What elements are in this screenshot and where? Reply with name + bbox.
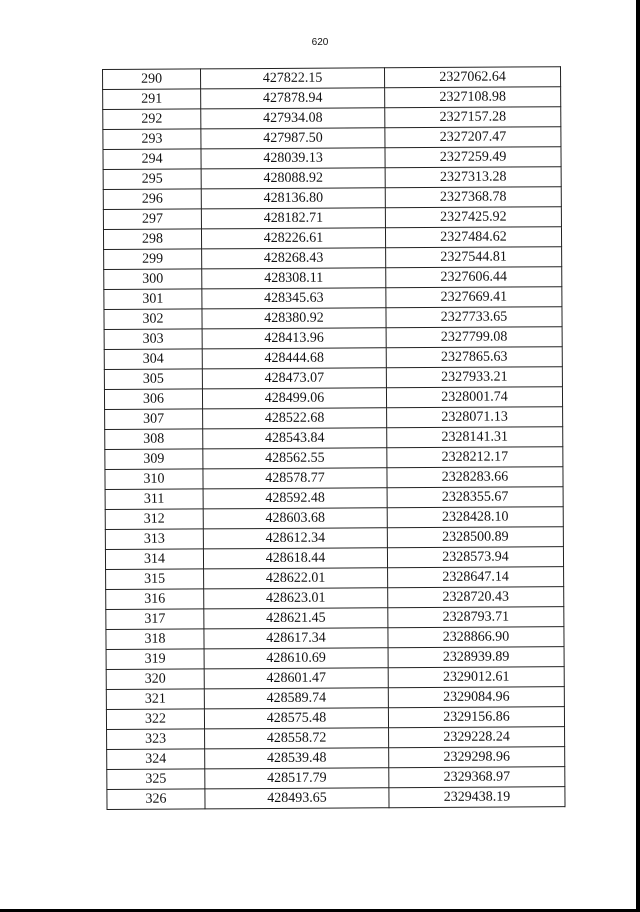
- table-row: [103, 67, 561, 90]
- x-coordinate-cell: 428610.69: [204, 648, 388, 669]
- table-row: [104, 327, 562, 350]
- point-number-cell: 292: [103, 109, 201, 130]
- y-coordinate-cell: 2328793.71: [388, 607, 564, 628]
- table-row: [105, 427, 563, 450]
- table-row: [107, 727, 565, 750]
- x-coordinate-cell: 428473.07: [202, 368, 386, 389]
- y-coordinate-cell: 2328500.89: [387, 527, 563, 548]
- x-coordinate-cell: 428558.72: [205, 728, 389, 749]
- x-coordinate-cell: 428603.68: [203, 508, 387, 529]
- x-coordinate-cell: 428601.47: [204, 668, 388, 689]
- point-number-cell: 311: [105, 489, 203, 510]
- y-coordinate-cell: 2328866.90: [388, 627, 564, 648]
- x-coordinate-cell: 428499.06: [202, 388, 386, 409]
- table-row: [106, 587, 564, 610]
- x-coordinate-cell: 428517.79: [205, 768, 389, 789]
- table-row: [107, 787, 565, 810]
- point-number-cell: 295: [103, 169, 201, 190]
- y-coordinate-cell: 2327157.28: [385, 107, 561, 128]
- table-row: [105, 547, 563, 570]
- table-row: [107, 767, 565, 790]
- point-number-cell: 299: [104, 249, 202, 270]
- point-number-cell: 317: [106, 609, 204, 630]
- x-coordinate-cell: 428592.48: [203, 488, 387, 509]
- x-coordinate-cell: 428345.63: [202, 288, 386, 309]
- y-coordinate-cell: 2328428.10: [387, 507, 563, 528]
- table-row: [103, 127, 561, 150]
- table-row: [106, 707, 564, 730]
- point-number-cell: 320: [106, 669, 204, 690]
- y-coordinate-cell: 2327368.78: [385, 187, 561, 208]
- point-number-cell: 318: [106, 629, 204, 650]
- x-coordinate-cell: 428623.01: [204, 588, 388, 609]
- y-coordinate-cell: 2327425.92: [385, 207, 561, 228]
- table-row: [105, 407, 563, 430]
- scan-edge-right: [636, 0, 640, 912]
- x-coordinate-cell: 428539.48: [205, 748, 389, 769]
- x-coordinate-cell: 428618.44: [203, 548, 387, 569]
- table-row: [104, 287, 562, 310]
- point-number-cell: 309: [105, 449, 203, 470]
- y-coordinate-cell: 2327799.08: [386, 327, 562, 348]
- y-coordinate-cell: 2328001.74: [386, 387, 562, 408]
- y-coordinate-cell: 2327544.81: [386, 247, 562, 268]
- table-row: [103, 87, 561, 110]
- table-row: [105, 527, 563, 550]
- point-number-cell: 293: [103, 129, 201, 150]
- y-coordinate-cell: 2328647.14: [388, 567, 564, 588]
- x-coordinate-cell: 427822.15: [201, 68, 385, 89]
- y-coordinate-cell: 2329228.24: [389, 727, 565, 748]
- table-row: [106, 627, 564, 650]
- point-number-cell: 319: [106, 649, 204, 670]
- table-row: [105, 507, 563, 530]
- x-coordinate-cell: 428308.11: [202, 268, 386, 289]
- point-number-cell: 301: [104, 289, 202, 310]
- point-number-cell: 303: [104, 329, 202, 350]
- x-coordinate-cell: 428413.96: [202, 328, 386, 349]
- x-coordinate-cell: 428617.34: [204, 628, 388, 649]
- point-number-cell: 290: [103, 69, 201, 90]
- y-coordinate-cell: 2329298.96: [389, 747, 565, 768]
- table-row: [103, 147, 561, 170]
- y-coordinate-cell: 2329084.96: [388, 687, 564, 708]
- coordinate-table: [102, 66, 566, 810]
- table-row: [107, 747, 565, 770]
- y-coordinate-cell: 2327207.47: [385, 127, 561, 148]
- y-coordinate-cell: 2327606.44: [386, 267, 562, 288]
- y-coordinate-cell: 2327865.63: [386, 347, 562, 368]
- point-number-cell: 307: [105, 409, 203, 430]
- page-number: 620: [311, 37, 329, 48]
- x-coordinate-cell: 428136.80: [201, 188, 385, 209]
- y-coordinate-cell: 2327259.49: [385, 147, 561, 168]
- table-row: [103, 107, 561, 130]
- point-number-cell: 308: [105, 429, 203, 450]
- point-number-cell: 312: [105, 509, 203, 530]
- x-coordinate-cell: 428493.65: [205, 788, 389, 809]
- x-coordinate-cell: 427934.08: [201, 108, 385, 129]
- point-number-cell: 294: [103, 149, 201, 170]
- table-row: [105, 467, 563, 490]
- table-row: [106, 607, 564, 630]
- table-row: [104, 387, 562, 410]
- table-row: [103, 207, 561, 230]
- table-row: [103, 227, 561, 250]
- x-coordinate-cell: 427987.50: [201, 128, 385, 149]
- x-coordinate-cell: 428522.68: [203, 408, 387, 429]
- coordinate-table-container: [102, 66, 565, 810]
- x-coordinate-cell: 428575.48: [204, 708, 388, 729]
- x-coordinate-cell: 428612.34: [203, 528, 387, 549]
- point-number-cell: 297: [103, 209, 201, 230]
- point-number-cell: 298: [103, 229, 201, 250]
- point-number-cell: 316: [106, 589, 204, 610]
- x-coordinate-cell: 428589.74: [204, 688, 388, 709]
- table-row: [103, 187, 561, 210]
- point-number-cell: 305: [104, 369, 202, 390]
- x-coordinate-cell: 428543.84: [203, 428, 387, 449]
- table-row: [103, 167, 561, 190]
- point-number-cell: 306: [104, 389, 202, 410]
- table-row: [106, 647, 564, 670]
- table-row: [106, 687, 564, 710]
- point-number-cell: 323: [107, 729, 205, 750]
- y-coordinate-cell: 2327062.64: [384, 67, 560, 88]
- x-coordinate-cell: 428578.77: [203, 468, 387, 489]
- coordinate-table-body: [103, 67, 566, 810]
- point-number-cell: 310: [105, 469, 203, 490]
- x-coordinate-cell: 428622.01: [204, 568, 388, 589]
- table-row: [104, 367, 562, 390]
- y-coordinate-cell: 2328212.17: [387, 447, 563, 468]
- y-coordinate-cell: 2328141.31: [387, 427, 563, 448]
- x-coordinate-cell: 428268.43: [202, 248, 386, 269]
- x-coordinate-cell: 428039.13: [201, 148, 385, 169]
- table-row: [105, 447, 563, 470]
- y-coordinate-cell: 2327733.65: [386, 307, 562, 328]
- y-coordinate-cell: 2328283.66: [387, 467, 563, 488]
- table-row: [106, 667, 564, 690]
- table-row: [104, 307, 562, 330]
- x-coordinate-cell: 428562.55: [203, 448, 387, 469]
- table-row: [104, 347, 562, 370]
- x-coordinate-cell: 428088.92: [201, 168, 385, 189]
- y-coordinate-cell: 2328573.94: [387, 547, 563, 568]
- point-number-cell: 326: [107, 789, 205, 810]
- point-number-cell: 313: [105, 529, 203, 550]
- x-coordinate-cell: 428621.45: [204, 608, 388, 629]
- table-row: [104, 247, 562, 270]
- x-coordinate-cell: 428444.68: [202, 348, 386, 369]
- x-coordinate-cell: 428380.92: [202, 308, 386, 329]
- table-row: [104, 267, 562, 290]
- y-coordinate-cell: 2328071.13: [387, 407, 563, 428]
- y-coordinate-cell: 2328355.67: [387, 487, 563, 508]
- point-number-cell: 321: [106, 689, 204, 710]
- table-row: [105, 487, 563, 510]
- point-number-cell: 300: [104, 269, 202, 290]
- y-coordinate-cell: 2327669.41: [386, 287, 562, 308]
- point-number-cell: 324: [107, 749, 205, 770]
- x-coordinate-cell: 428226.61: [201, 228, 385, 249]
- y-coordinate-cell: 2329012.61: [388, 667, 564, 688]
- point-number-cell: 291: [103, 89, 201, 110]
- y-coordinate-cell: 2328939.89: [388, 647, 564, 668]
- y-coordinate-cell: 2327313.28: [385, 167, 561, 188]
- point-number-cell: 304: [104, 349, 202, 370]
- y-coordinate-cell: 2329156.86: [388, 707, 564, 728]
- y-coordinate-cell: 2328720.43: [388, 587, 564, 608]
- y-coordinate-cell: 2327933.21: [386, 367, 562, 388]
- y-coordinate-cell: 2327108.98: [385, 87, 561, 108]
- point-number-cell: 314: [105, 549, 203, 570]
- point-number-cell: 296: [103, 189, 201, 210]
- x-coordinate-cell: 428182.71: [201, 208, 385, 229]
- point-number-cell: 322: [106, 709, 204, 730]
- point-number-cell: 302: [104, 309, 202, 330]
- table-row: [106, 567, 564, 590]
- y-coordinate-cell: 2329368.97: [389, 767, 565, 788]
- point-number-cell: 325: [107, 769, 205, 790]
- x-coordinate-cell: 427878.94: [201, 88, 385, 109]
- y-coordinate-cell: 2329438.19: [389, 787, 565, 808]
- y-coordinate-cell: 2327484.62: [385, 227, 561, 248]
- point-number-cell: 315: [106, 569, 204, 590]
